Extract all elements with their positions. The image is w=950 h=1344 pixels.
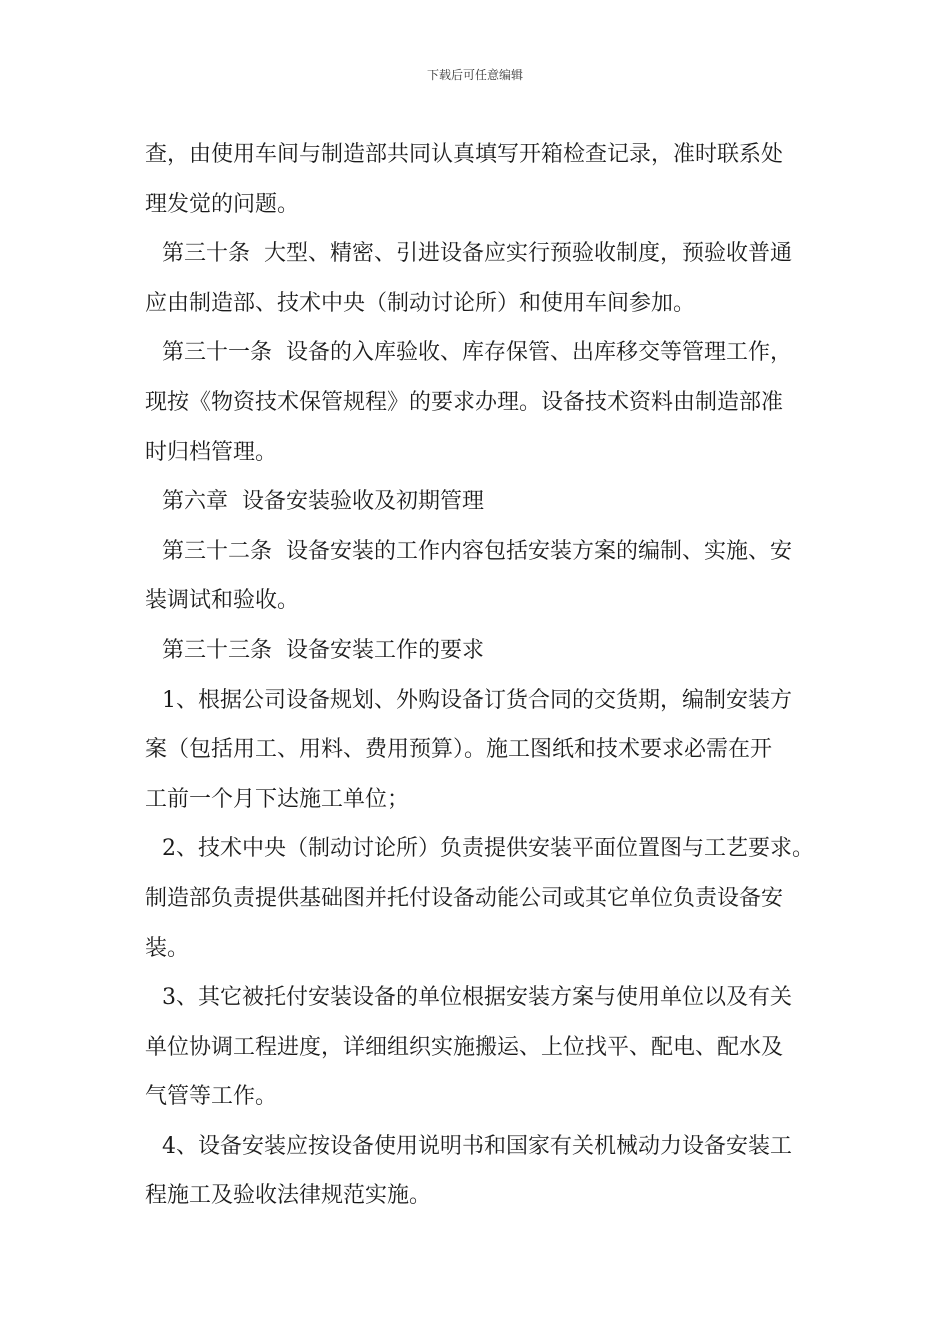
document-body — [145, 130, 815, 1221]
text-line: 第三十条 大型、精密、引进设备应实行预验收制度，预验收普通 — [162, 241, 792, 267]
paragraph — [145, 328, 815, 477]
paragraph — [145, 229, 815, 328]
text-line: 2、技术中央（制动讨论所）负责提供安装平面位置图与工艺要求。 — [162, 836, 814, 862]
text-line: 制造部负责提供基础图并托付设备动能公司或其它单位负责设备安 — [145, 885, 784, 911]
paragraph — [145, 626, 815, 676]
paragraph — [145, 477, 815, 527]
text-line: 第六章 设备安装验收及初期管理 — [162, 489, 484, 515]
paragraph — [145, 676, 815, 825]
text-line: 程施工及验收法律规范实施。 — [145, 1183, 432, 1209]
text-line: 第三十一条 设备的入库验收、库存保管、出库移交等管理工作， — [162, 340, 792, 366]
text-line: 现按《物资技术保管规程》的要求办理。设备技术资料由制造部准 — [145, 389, 784, 415]
text-line: 装调试和验收。 — [145, 588, 300, 614]
text-line: 气管等工作。 — [145, 1084, 278, 1110]
paragraph — [145, 527, 815, 626]
text-line: 案（包括用工、用料、费用预算）。施工图纸和技术要求必需在开 — [145, 737, 773, 763]
text-line: 理发觉的问题。 — [145, 191, 300, 217]
text-line: 单位协调工程进度，详细组织实施搬运、上位找平、配电、配水及 — [145, 1034, 784, 1060]
text-line: 装。 — [145, 935, 190, 961]
text-line: 4、设备安装应按设备使用说明书和国家有关机械动力设备安装工 — [162, 1133, 792, 1159]
text-line: 1、根据公司设备规划、外购设备订货合同的交货期，编制安装方 — [162, 687, 792, 713]
text-line: 应由制造部、技术中央（制动讨论所）和使用车间参加。 — [145, 290, 696, 316]
text-line: 3、其它被托付安装设备的单位根据安装方案与使用单位以及有关 — [162, 985, 792, 1011]
paragraph — [145, 824, 815, 973]
paragraph — [145, 1122, 815, 1221]
page-header: 下载后可任意编辑 — [426, 68, 523, 82]
paragraph — [145, 130, 815, 229]
paragraph — [145, 973, 815, 1122]
text-line: 工前一个月下达施工单位； — [145, 786, 410, 812]
text-line: 第三十二条 设备安装的工作内容包括安装方案的编制、实施、安 — [162, 538, 792, 564]
text-line: 查，由使用车间与制造部共同认真填写开箱检查记录，准时联系处 — [145, 142, 784, 167]
text-line: 第三十三条 设备安装工作的要求 — [162, 637, 484, 663]
text-line: 时归档管理。 — [145, 439, 278, 465]
